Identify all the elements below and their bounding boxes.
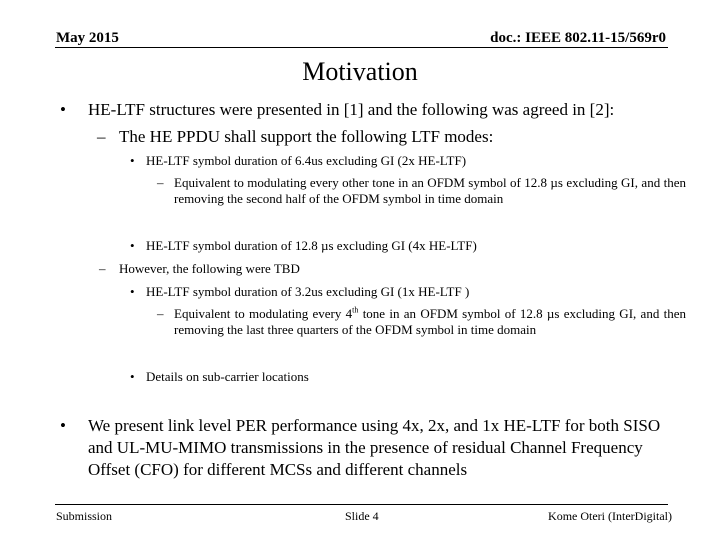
slide-title: Motivation	[302, 57, 418, 86]
sub-sub-sub-text-2a-i: Equivalent to modulating every 4th tone in an OFDM symbol of 12.8 µs excluding GI, and then removing the last three quarters of the OFDM symbol in time domain	[174, 305, 686, 337]
footer-submission: Submission	[56, 509, 113, 523]
bullet-marker: •	[130, 238, 135, 253]
sub-sub-text-2b: Details on sub-carrier locations	[146, 369, 309, 384]
bullet-marker: •	[130, 284, 135, 299]
bullet-text-2: We present link level PER performance using 4x, 2x, and 1x HE-LTF for both SISO and UL-MU-MIMO transmissions in the presence of residual Channel Frequency Offset (CFO) for different MCSs and different channels	[88, 416, 661, 479]
footer-rule	[55, 504, 668, 505]
footer-slide-number: Slide 4	[345, 509, 379, 523]
sub-sub-sub-text-1a-i: Equivalent to modulating every other tone in an OFDM symbol of 12.8 µs excluding GI, and then removing the second half of the OFDM symbol in time domain	[174, 175, 686, 206]
header-rule	[55, 47, 668, 48]
sub-sub-text-2a: HE-LTF symbol duration of 3.2us excluding GI (1x HE-LTF )	[146, 284, 470, 299]
footer-author: Kome Oteri (InterDigital)	[548, 509, 672, 523]
dash-marker: –	[157, 306, 164, 321]
bullet-marker: •	[60, 100, 66, 119]
sub-sub-text-1b: HE-LTF symbol duration of 12.8 µs excluding GI (4x HE-LTF)	[146, 238, 477, 253]
dash-marker: –	[157, 175, 164, 190]
sub-sub-text-1a: HE-LTF symbol duration of 6.4us excluding GI (2x HE-LTF)	[146, 153, 467, 168]
bullet-marker: •	[60, 416, 66, 435]
sub-text-1: The HE PPDU shall support the following LTF modes:	[119, 127, 494, 146]
sub-text-2: However, the following were TBD	[119, 261, 300, 276]
bullet-marker: •	[130, 369, 135, 384]
dash-marker: –	[97, 127, 106, 146]
bullet-marker: •	[130, 153, 135, 168]
header-doc-id: doc.: IEEE 802.11-15/569r0	[490, 30, 666, 46]
dash-marker: –	[99, 261, 106, 276]
bullet-text-1: HE-LTF structures were presented in [1] and the following was agreed in [2]:	[88, 100, 615, 119]
header-date: May 2015	[56, 30, 119, 46]
